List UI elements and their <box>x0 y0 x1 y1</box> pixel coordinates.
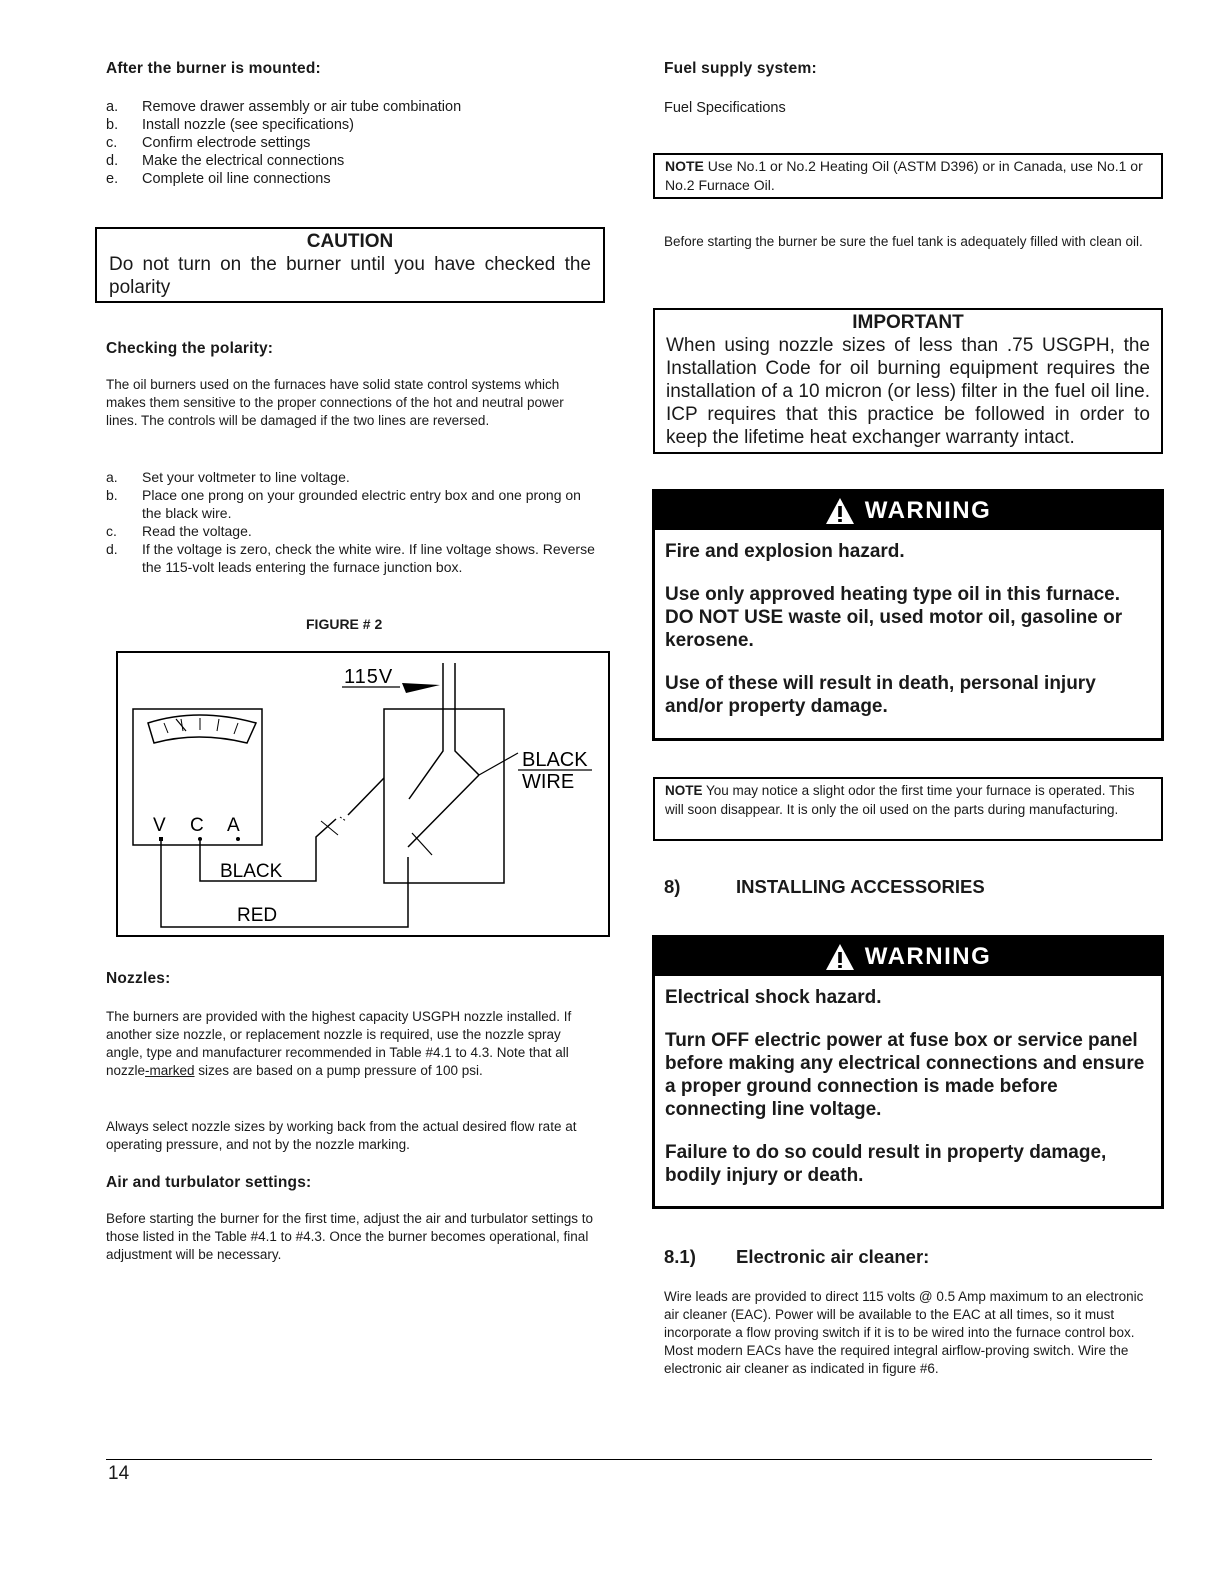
warning-box-electrical <box>652 935 1164 1209</box>
after-mounted-list <box>106 98 606 188</box>
polarity-paragraph: The oil burners used on the furnaces have solid state control systems which makes them sensitive to the proper connections of the hot and neutral power lines. The controls will be damaged if the two lines are reversed. <box>106 377 564 428</box>
warning-header <box>655 938 1161 976</box>
nozzle-marked-underline: -marked <box>145 1063 195 1078</box>
air-heading: Air and turbulator settings: <box>106 1174 312 1191</box>
warning-body <box>655 530 1161 718</box>
warning-triangle-icon <box>825 497 855 525</box>
important-text: When using nozzle sizes of less than .75 USGPH, the Installation Code for oil burning equipment requires the installation of a 10 micron (or less) filter in the fuel oil line. ICP requires that this practice be followed in order to keep the lifetime heat exchanger warranty intact. <box>666 335 1150 448</box>
list-item: b. Install nozzle (see specifications) <box>106 117 354 133</box>
warning-line: Turn OFF electric power at fuse box or service panel before making any electrical connections and ensure a proper ground connection is made before connecting line voltage. <box>665 1030 1145 1120</box>
list-item: e. Complete oil line connections <box>106 171 331 187</box>
footer-rule <box>106 1459 1152 1460</box>
note-text: You may notice a slight odor the first time your furnace is operated. This will soon disappear. It is only the oil used on the parts during manufacturing. <box>665 783 1135 817</box>
warning-line: Electrical shock hazard. <box>665 987 882 1008</box>
warning-triangle-icon <box>825 943 855 971</box>
list-item: c. Read the voltage. <box>106 523 252 539</box>
fuel-subheading: Fuel Specifications <box>664 100 786 116</box>
warning-body <box>655 976 1161 1187</box>
warning-line: Fire and explosion hazard. <box>665 541 905 562</box>
section-81-paragraph: Wire leads are provided to direct 115 volts @ 0.5 Amp maximum to an electronic air cleaner (EAC). Power will be available to the EAC at all times, so it must incorporate a flow proving switch if it is to be wired into the furnace control box. Most modern EACs have the required integral airflow-proving switch. Wire the electronic air cleaner as indicated in figure #6. <box>664 1289 1144 1376</box>
list-item: a. Set your voltmeter to line voltage. <box>106 469 350 485</box>
nozzles-paragraph-2: Always select nozzle sizes by working back from the actual desired flow rate at operating pressure, and not by the nozzle marking. <box>106 1119 577 1152</box>
note-label: NOTE <box>665 783 703 798</box>
warning-line: Use of these will result in death, personal injury and/or property damage. <box>665 673 1096 717</box>
section-81-title: Electronic air cleaner: <box>736 1246 930 1267</box>
air-paragraph: Before starting the burner for the first time, adjust the air and turbulator settings to those listed in the Table #4.1 to #4.3. Once the burner becomes operational, final adjustment will be necessary. <box>106 1211 594 1262</box>
list-item: d. If the voltage is zero, check the white wire. If line voltage shows. Reverse the 115-volt leads entering the furnace junction box. <box>106 541 595 575</box>
list-item: c. Confirm electrode settings <box>106 135 311 151</box>
label-black: BLACK <box>220 861 283 882</box>
label-red: RED <box>237 905 278 926</box>
meter-label-c: C <box>190 815 204 836</box>
warning-title: WARNING <box>864 943 992 970</box>
fuel-heading: Fuel supply system: <box>664 60 817 77</box>
page-number: 14 <box>108 1463 130 1484</box>
figure-2-diagram <box>116 651 610 937</box>
note-text: Use No.1 or No.2 Heating Oil (ASTM D396) or in Canada, use No.1 or No.2 Furnace Oil. <box>665 158 1143 193</box>
warning-title: WARNING <box>864 497 992 524</box>
warning-header <box>655 492 1161 530</box>
caution-title: CAUTION <box>306 231 394 252</box>
polarity-steps <box>106 468 596 576</box>
list-item: b. Place one prong on your grounded electric entry box and one prong on the black wire. <box>106 487 581 521</box>
after-mounted-heading: After the burner is mounted: <box>106 60 321 77</box>
important-box <box>653 308 1163 454</box>
caution-box <box>95 227 605 303</box>
caution-text: Do not turn on the burner until you have checked the polarity <box>109 254 591 298</box>
odor-note-box <box>653 777 1163 841</box>
section-8-number: 8) <box>664 876 681 897</box>
list-item: a. Remove drawer assembly or air tube combination <box>106 99 462 115</box>
list-item: d. Make the electrical connections <box>106 153 345 169</box>
polarity-heading: Checking the polarity: <box>106 340 274 357</box>
nozzles-paragraph-1: The burners are provided with the highest capacity USGPH nozzle installed. If another size nozzle, or replacement nozzle is required, use the nozzle spray angle, type and manufacturer recommended in Table #4.1 to 4.3. Note that all nozzle-marked sizes are based on a pump pressure of 100 psi. <box>106 1009 572 1078</box>
fuel-note-box <box>653 153 1163 199</box>
polarity-wiring-diagram <box>116 651 610 937</box>
section-81-number: 8.1) <box>664 1246 696 1267</box>
note-label: NOTE <box>665 158 704 174</box>
label-black-wire-1: BLACK <box>522 749 588 771</box>
warning-line: Failure to do so could result in property damage, bodily injury or death. <box>665 1142 1107 1186</box>
section-8-title: INSTALLING ACCESSORIES <box>736 876 985 897</box>
meter-label-a: A <box>227 815 240 836</box>
label-black-wire-2: WIRE <box>522 771 575 793</box>
warning-box-fire <box>652 489 1164 741</box>
nozzles-heading: Nozzles: <box>106 970 171 987</box>
fuel-tank-text: Before starting the burner be sure the fuel tank is adequately filled with clean oil. <box>664 234 1143 249</box>
warning-line: Use only approved heating type oil in this furnace. DO NOT USE waste oil, used motor oil, gasoline or kerosene. <box>665 584 1123 651</box>
figure-caption: FIGURE # 2 <box>306 616 383 632</box>
meter-label-v: V <box>153 815 166 836</box>
label-115v: 115V <box>344 666 394 688</box>
important-title: IMPORTANT <box>852 312 964 333</box>
